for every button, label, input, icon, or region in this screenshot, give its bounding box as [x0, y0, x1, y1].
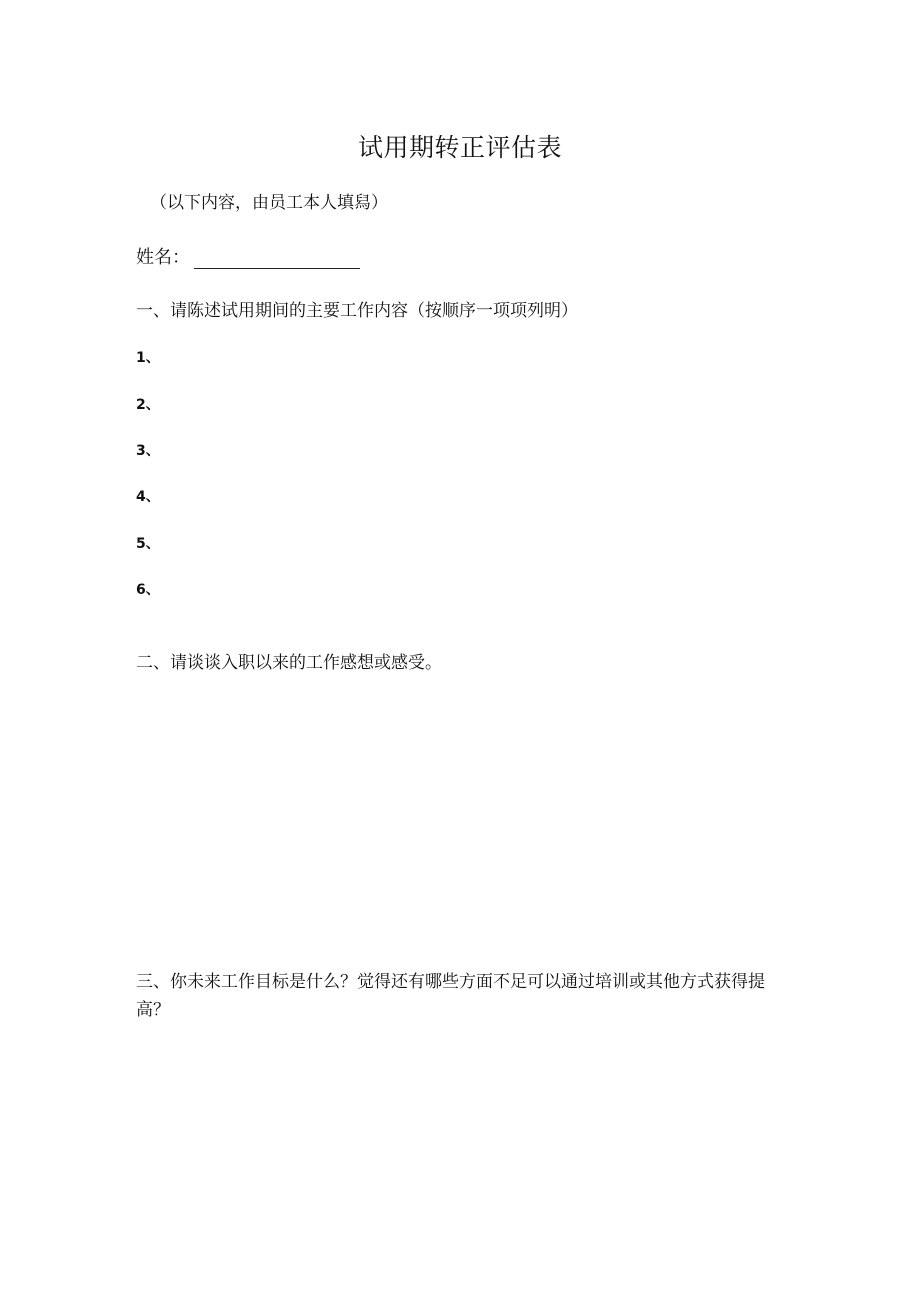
- section-3-heading: 三、你未来工作目标是什么？觉得还有哪些方面不足可以通过培训或其他方式获得提高？: [136, 972, 765, 1020]
- page-title: 试用期转正评估表: [357, 133, 562, 162]
- work-item-4: 4、: [136, 489, 160, 505]
- fill-note: （以下内容，由员工本人填舄）: [150, 193, 388, 213]
- work-item-3: 3、: [136, 443, 160, 459]
- section-1-heading: 一、请陈述试用期间的主要工作内容（按顺序一项项列明）: [136, 301, 578, 321]
- name-label: 姓名：: [136, 247, 190, 268]
- name-field-row: [136, 243, 360, 269]
- work-item-2: 2、: [136, 397, 160, 413]
- work-item-6: 6、: [136, 582, 160, 598]
- work-item-5: 5、: [136, 536, 160, 552]
- name-blank-line[interactable]: [194, 248, 360, 269]
- work-item-1: 1、: [136, 350, 160, 366]
- section-2-heading: 二、请谈谈入职以来的工作感想或感受。: [136, 653, 442, 673]
